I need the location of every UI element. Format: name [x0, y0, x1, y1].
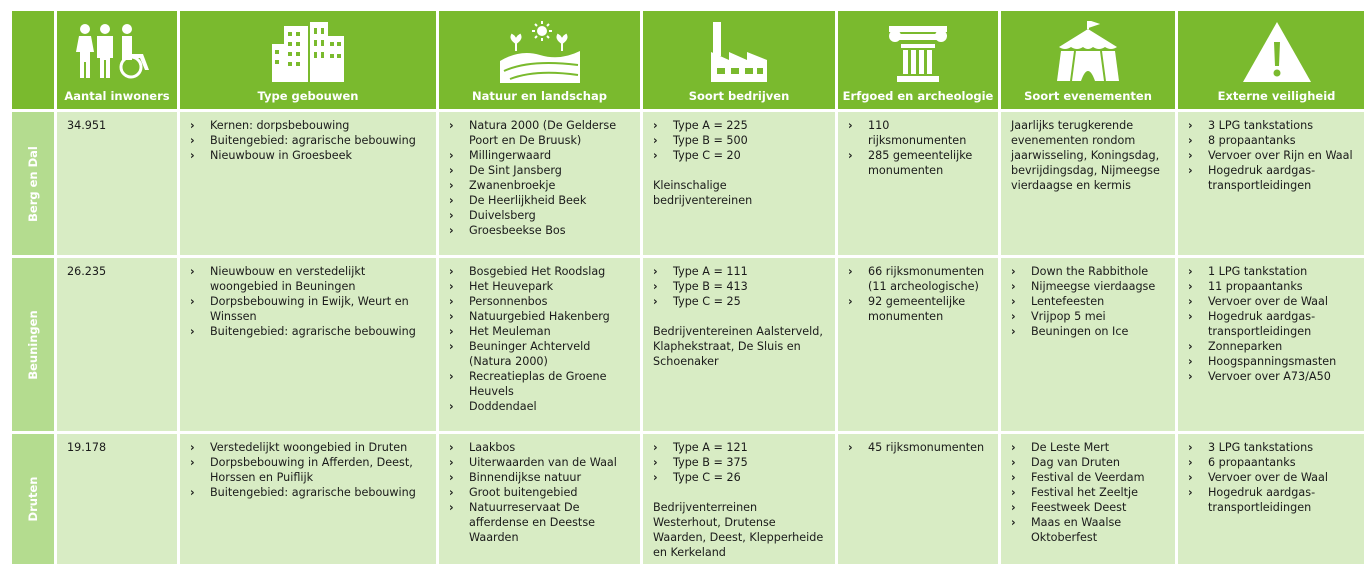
list-item: › Type B = 500: [653, 133, 827, 148]
cell-bedrijven: [643, 434, 835, 564]
people-icon: [57, 19, 177, 85]
column-icon: [838, 19, 998, 85]
row-label: Berg en Dal: [12, 112, 54, 255]
list-item: › Hoogspanningsmasten: [1188, 354, 1364, 369]
bedrijven-note: Bedrijventereinen Aalsterveld, Klaphekstraat, De Sluis en Schoenaker: [653, 325, 823, 368]
cell-erfgoed: [838, 258, 998, 431]
cell-natuur: [439, 112, 640, 255]
header-natuur: [439, 11, 640, 109]
header-label: Soort evenementen: [1024, 89, 1152, 103]
list-item: › Nieuwbouw in Groesbeek: [190, 148, 428, 163]
cell-inwoners: 34.951: [57, 112, 177, 255]
list-item: › 285 gemeentelijke monumenten: [848, 148, 990, 178]
list-item: › Binnendijkse natuur: [449, 470, 632, 485]
cell-veiligheid: [1178, 112, 1364, 255]
list-item: › Het Heuvepark: [449, 279, 632, 294]
list-item: › Type C = 20: [653, 148, 827, 163]
list-item: › Bosgebied Het Roodslag: [449, 264, 632, 279]
list-item: › Festival de Veerdam: [1011, 470, 1167, 485]
list-item: › Groesbeekse Bos: [449, 223, 632, 238]
list-item: › Hogedruk aardgas-transportleidingen: [1188, 163, 1364, 193]
list-item: › 3 LPG tankstations: [1188, 118, 1364, 133]
header-gebouwen: [180, 11, 436, 109]
cell-evenementen: Jaarlijks terugkerende evenementen rondom jaarwisseling, Koningsdag, bevrijdingsdag, Nijmeegse vierdaagse en kermis: [1001, 112, 1175, 255]
list-item: › Vervoer over de Waal: [1188, 470, 1364, 485]
list-item: › Zwanenbroekje: [449, 178, 632, 193]
list-item: › 92 gemeentelijke monumenten: [848, 294, 990, 324]
cell-natuur: [439, 258, 640, 431]
list-item: › Festival het Zeeltje: [1011, 485, 1167, 500]
cell-veiligheid: [1178, 258, 1364, 431]
header-label: Externe veiligheid: [1217, 89, 1336, 103]
list-item: › Lentefeesten: [1011, 294, 1167, 309]
list-item: › Natuurreservaat De afferdense en Deestse Waarden: [449, 500, 632, 545]
factory-icon: [643, 19, 835, 85]
list-item: › Buitengebied: agrarische bebouwing: [190, 324, 428, 339]
list-item: › De Sint Jansberg: [449, 163, 632, 178]
list-item: › Maas en Waalse Oktoberfest: [1011, 515, 1167, 545]
cell-inwoners: 26.235: [57, 258, 177, 431]
header-evenementen: [1001, 11, 1175, 109]
buildings-icon: [180, 19, 436, 85]
header-label: Type gebouwen: [257, 89, 359, 103]
list-item: › De Leste Mert: [1011, 440, 1167, 455]
list-item: › Doddendael: [449, 399, 632, 414]
list-item: › Hogedruk aardgas-transportleidingen: [1188, 309, 1364, 339]
list-item: › Type C = 25: [653, 294, 827, 309]
cell-gebouwen: [180, 112, 436, 255]
bedrijven-note: Bedrijventerreinen Westerhout, Drutense Waarden, Deest, Klepperheide en Kerkeland: [653, 501, 824, 559]
cell-erfgoed: [838, 112, 998, 255]
list-item: › 66 rijksmonumenten (11 archeologische): [848, 264, 990, 294]
info-table: [12, 11, 1364, 564]
header-inwoners: [57, 11, 177, 109]
list-item: › 45 rijksmonumenten: [848, 440, 990, 455]
header-erfgoed: [838, 11, 998, 109]
list-item: › Personnenbos: [449, 294, 632, 309]
list-item: › Uiterwaarden van de Waal: [449, 455, 632, 470]
cell-bedrijven: [643, 258, 835, 431]
row-label: Beuningen: [12, 258, 54, 431]
list-item: › Dorpsbebouwing in Afferden, Deest, Horssen en Puiflijk: [190, 455, 428, 485]
header-bedrijven: [643, 11, 835, 109]
list-item: › 8 propaantanks: [1188, 133, 1364, 148]
landscape-icon: [439, 19, 640, 85]
cell-evenementen: [1001, 434, 1175, 564]
list-item: › Zonneparken: [1188, 339, 1364, 354]
cell-gebouwen: [180, 258, 436, 431]
list-item: › 6 propaantanks: [1188, 455, 1364, 470]
list-item: › Hogedruk aardgas-transportleidingen: [1188, 485, 1364, 515]
list-item: › Kernen: dorpsbebouwing: [190, 118, 428, 133]
cell-erfgoed: [838, 434, 998, 564]
warning-icon: [1178, 19, 1364, 85]
cell-evenementen: [1001, 258, 1175, 431]
list-item: › Beuninger Achterveld (Natura 2000): [449, 339, 632, 369]
list-item: › Type A = 111: [653, 264, 827, 279]
row-label: Druten: [12, 434, 54, 564]
list-item: › Vervoer over de Waal: [1188, 294, 1364, 309]
circus-tent-icon: [1001, 19, 1175, 85]
cell-veiligheid: [1178, 434, 1364, 564]
list-item: › Millingerwaard: [449, 148, 632, 163]
list-item: › Groot buitengebied: [449, 485, 632, 500]
list-item: › Type A = 225: [653, 118, 827, 133]
cell-gebouwen: [180, 434, 436, 564]
bedrijven-note: Kleinschalige bedrijventereinen: [653, 179, 753, 207]
list-item: › Nijmeegse vierdaagse: [1011, 279, 1167, 294]
list-item: › Type A = 121: [653, 440, 827, 455]
list-item: › Duivelsberg: [449, 208, 632, 223]
cell-natuur: [439, 434, 640, 564]
list-item: › Verstedelijkt woongebied in Druten: [190, 440, 428, 455]
list-item: › Feestweek Deest: [1011, 500, 1167, 515]
list-item: › Type B = 375: [653, 455, 827, 470]
list-item: › 1 LPG tankstation: [1188, 264, 1364, 279]
list-item: › Vervoer over A73/A50: [1188, 369, 1364, 384]
list-item: › De Heerlijkheid Beek: [449, 193, 632, 208]
list-item: › Laakbos: [449, 440, 632, 455]
header-label: Natuur en landschap: [472, 89, 607, 103]
list-item: › Nieuwbouw en verstedelijkt woongebied in Beuningen: [190, 264, 428, 294]
header-corner: [12, 11, 54, 109]
list-item: › 11 propaantanks: [1188, 279, 1364, 294]
list-item: › Natura 2000 (De Gelderse Poort en De Bruusk): [449, 118, 632, 148]
list-item: › 3 LPG tankstations: [1188, 440, 1364, 455]
header-veiligheid: [1178, 11, 1364, 109]
list-item: › Het Meuleman: [449, 324, 632, 339]
list-item: › Dorpsbebouwing in Ewijk, Weurt en Winssen: [190, 294, 428, 324]
header-label: Erfgoed en archeologie: [842, 89, 994, 103]
list-item: › Buitengebied: agrarische bebouwing: [190, 133, 428, 148]
list-item: › Vervoer over Rijn en Waal: [1188, 148, 1364, 163]
list-item: › Down the Rabbithole: [1011, 264, 1167, 279]
list-item: › Natuurgebied Hakenberg: [449, 309, 632, 324]
list-item: › Vrijpop 5 mei: [1011, 309, 1167, 324]
cell-inwoners: 19.178: [57, 434, 177, 564]
list-item: › Type C = 26: [653, 470, 827, 485]
list-item: › Beuningen on Ice: [1011, 324, 1167, 339]
header-label: Aantal inwoners: [64, 89, 170, 103]
list-item: › Type B = 413: [653, 279, 827, 294]
list-item: › Recreatieplas de Groene Heuvels: [449, 369, 632, 399]
list-item: › 110 rijksmonumenten: [848, 118, 990, 148]
cell-bedrijven: [643, 112, 835, 255]
header-label: Soort bedrijven: [688, 89, 790, 103]
list-item: › Buitengebied: agrarische bebouwing: [190, 485, 428, 500]
list-item: › Dag van Druten: [1011, 455, 1167, 470]
